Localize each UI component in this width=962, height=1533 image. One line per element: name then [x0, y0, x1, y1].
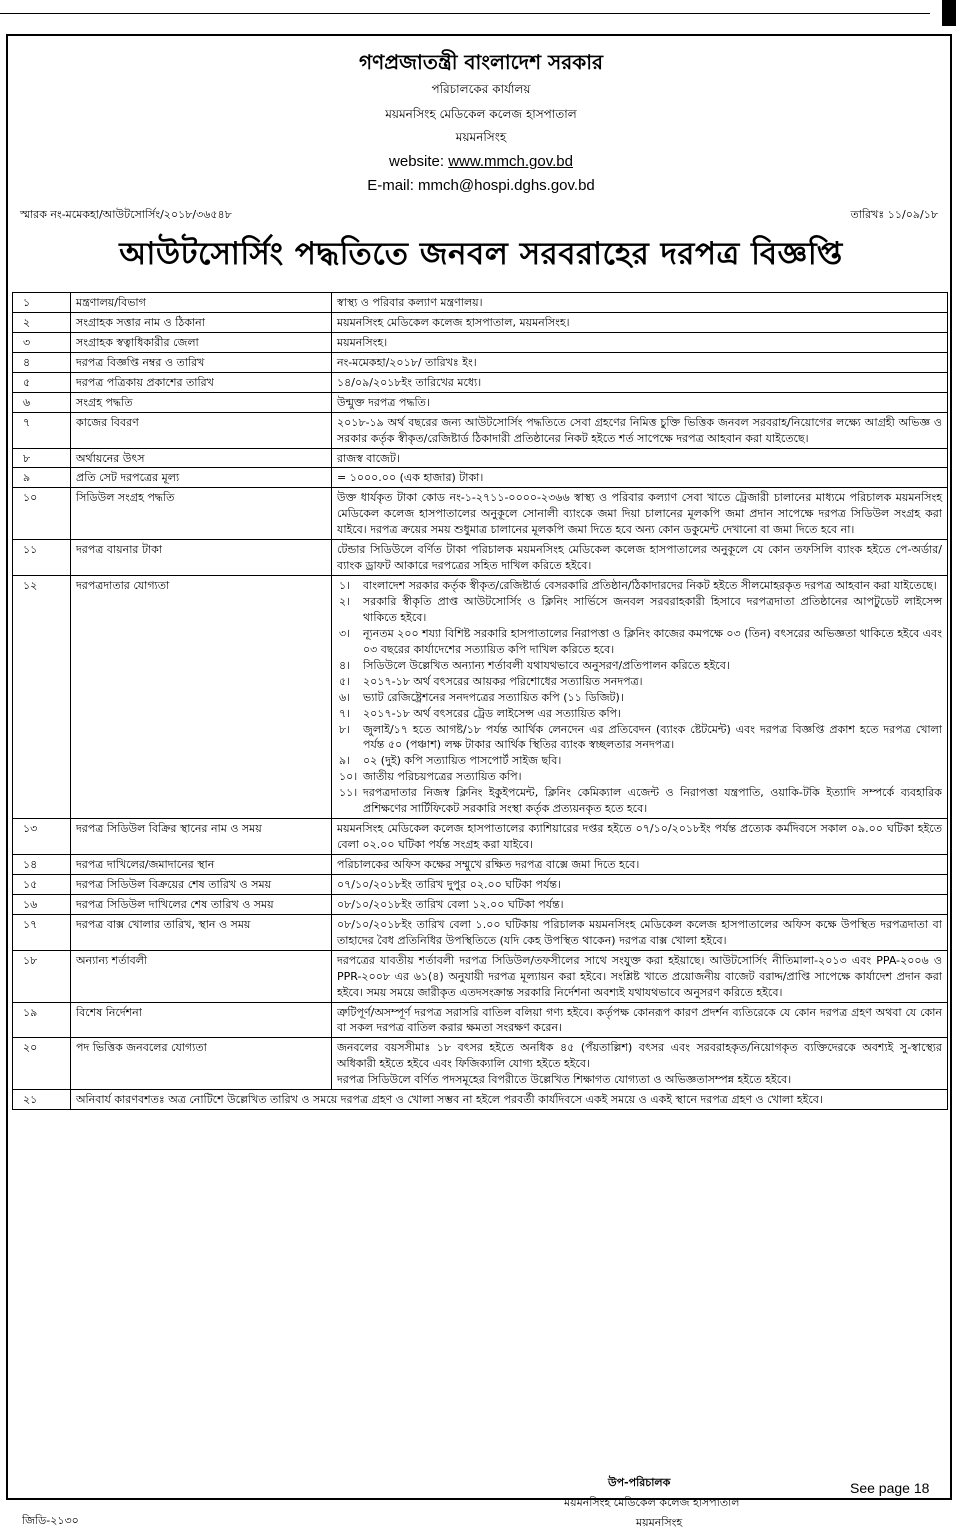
row-number: ১০ — [13, 488, 71, 540]
table-row — [13, 540, 948, 576]
table-row — [13, 1038, 948, 1090]
row-number: ১৮ — [13, 950, 71, 1002]
row-value — [332, 819, 948, 855]
row-number: ১৪ — [13, 855, 71, 875]
notice-date: তারিখঃ ১১/০৯/১৮ — [850, 208, 938, 221]
row-value-text: ২০১৮-১৯ অর্থ বছরের জন্য আউটসোর্সিং পদ্ধতিতে সেবা গ্রহণের নিমিত্ত চুক্তি ভিত্তিক জনবল সরবরাহ/নিয়োগের লক্ষ্যে আগ্রহী অভিজ্ঞ ও সরকার কর্তৃক স্বীকৃত/রেজিষ্টার্ড ঠিকাদারী প্রতিষ্ঠানের নিকট হইতে শর্ত সাপেক্ষে দরপত্র আহবান করা যাইতেছে। — [337, 415, 942, 445]
row-value-text: জনবলের বয়সসীমাঃ ১৮ বৎসর হইতে অনধিক ৪৫ (পঁয়তাল্লিশ) বৎসর এবং সরবরাহকৃত/নিয়োগকৃত ব্যক্তিদেরকে অবশ্যই সু-স্বাস্থ্যের অধিকারী হইতে হইবে এবং ফিজিক্যালি যোগ্য হইতে হইবে। — [337, 1041, 942, 1071]
row-label: অন্যান্য শর্তাবলী — [71, 950, 332, 1002]
memo-number: স্মারক নং-মমেকহা/আউটসোর্সিং/২০১৮/৩৬৫৪৮ — [20, 208, 232, 221]
row-number: ১২ — [13, 576, 71, 819]
qualification-item — [337, 722, 942, 754]
row-label: সিডিউল সংগ্রহ পদ্ধতি — [71, 488, 332, 540]
see-page-note: See page 18 — [850, 1480, 930, 1496]
table-row — [13, 874, 948, 894]
item-number: ৯। — [339, 754, 351, 768]
item-text: জুলাই/১৭ হতে আগষ্ট/১৮ পর্যন্ত আর্থিক লেনদেন এর প্রতিবেদন (ব্যাংক ষ্টেটমেন্ট) এবং দরপত্র বিজ্ঞপ্তি প্রকাশ হতে দরপত্র খোলা পর্যন্ত ৫০ (পঞ্চাশ) লক্ষ টাকার আর্থিক স্থিতির ব্যাংক স্বচ্ছলতার সনদপত্র। — [363, 722, 942, 752]
row-value-text: ত্রুটিপূর্ণ/অসম্পূর্ণ দরপত্র সরাসরি বাতিল বলিয়া গণ্য হইবে। কর্তৃপক্ষ কোনরূপ কারণ প্রদর্শন ব্যতিরেকে যে কোন দরপত্র গ্রহণ অথবা যে কোন বা সকল দরপত্র বাতিল করার ক্ষমতা সংরক্ষণ করেন। — [337, 1005, 942, 1035]
qualification-item — [337, 690, 942, 706]
row-value — [332, 293, 948, 313]
table-row — [13, 352, 948, 372]
row-label: সংগ্রহ পদ্ধতি — [71, 392, 332, 412]
row-value-text: ০৮/১০/২০১৮ইং তারিখ বেলা ১২.০০ ঘটিকা পর্যন্ত। — [337, 897, 564, 911]
table-row — [13, 894, 948, 914]
item-number: ৭। — [339, 706, 351, 720]
row-value — [332, 874, 948, 894]
row-value — [332, 894, 948, 914]
row-label: দরপত্র সিডিউল বিক্রয়ের শেষ তারিখ ও সময় — [71, 874, 332, 894]
row-number: ৫ — [13, 372, 71, 392]
item-number: ৬। — [339, 690, 351, 704]
notice-title: আউটসোর্সিং পদ্ধতিতে জনবল সরবরাহের দরপত্র বিজ্ঞপ্তি — [119, 236, 843, 272]
row-number: ১৬ — [13, 894, 71, 914]
website-line — [8, 153, 954, 170]
row-value — [332, 950, 948, 1002]
website-link[interactable]: www.mmch.gov.bd — [448, 153, 573, 170]
row-number: ৩ — [13, 332, 71, 352]
item-number: ৪। — [339, 658, 351, 672]
row-value — [332, 1002, 948, 1038]
item-text: ভ্যাট রেজিষ্ট্রেশনের সনদপত্রের সত্যায়িত কপি (১১ ডিজিট)। — [363, 690, 624, 704]
row-value-text: ১৪/০৯/২০১৮ইং তারিখের মধ্যে। — [337, 375, 482, 389]
row-value — [332, 412, 948, 448]
row-number: ১৯ — [13, 1002, 71, 1038]
row-label: দরপত্র বাক্স খোলার তারিখ, স্থান ও সময় — [71, 914, 332, 950]
row-value — [332, 488, 948, 540]
table-row — [13, 293, 948, 313]
item-text: দরপত্রদাতার নিজস্ব ক্লিনিং ইকুইপমেন্ট, ক্লিনিং কেমিক্যাল এজেন্ট ও নিরাপত্তা যন্ত্রপাতি, ওয়াকি-টকি ইত্যাদি সম্পর্কে ব্যবহারিক প্রশিক্ষণের সার্টিফিকেট সরকারি সংস্থা কর্তৃক প্রত্যয়নকৃত হতে হবে। — [363, 786, 942, 816]
top-border — [0, 0, 962, 26]
item-text: ২০১৭-১৮ অর্থ বৎসরের ট্রেড লাইসেন্স এর সত্যায়িত কপি। — [363, 706, 622, 720]
row-number: ৭ — [13, 412, 71, 448]
row-label: কাজের বিবরণ — [71, 412, 332, 448]
row-value — [332, 372, 948, 392]
row-number: ১ — [13, 293, 71, 313]
row-label: প্রতি সেট দরপত্রের মূল্য — [71, 468, 332, 488]
signatory-hospital: ময়মনসিংহ মেডিকেল কলেজ হাসপাতাল — [564, 1496, 740, 1509]
row-value-text-2: দরপত্র সিডিউলে বর্ণিত পদসমূহের বিপরীতে উল্লেখিত শিক্ষাগত যোগ্যতা ও অভিজ্ঞতাসম্পন্ন হইতে হইবে। — [337, 1073, 792, 1087]
item-number: ৩। — [339, 626, 351, 640]
qualification-item — [337, 626, 942, 658]
row-value-text: রাজস্ব বাজেট। — [337, 451, 400, 465]
row-label: অর্থায়নের উৎস — [71, 448, 332, 468]
row-value — [332, 855, 948, 875]
table-row — [13, 576, 948, 819]
table-row — [13, 332, 948, 352]
table-row — [13, 914, 948, 950]
row-value — [332, 392, 948, 412]
signatory-city: ময়মনসিংহ — [636, 1516, 683, 1529]
qualification-item — [337, 674, 942, 690]
table-row — [13, 1090, 948, 1110]
row-number: ১১ — [13, 540, 71, 576]
table-row — [13, 488, 948, 540]
item-number: ৮। — [339, 722, 351, 736]
row-value — [332, 1038, 948, 1090]
item-number: ৫। — [339, 674, 351, 688]
notice-frame — [6, 34, 952, 1529]
row-label: দরপত্র বিজ্ঞপ্তি নম্বর ও তারিখ — [71, 352, 332, 372]
website-label: website: — [389, 153, 449, 170]
table-row — [13, 448, 948, 468]
row-label: মন্ত্রণালয়/বিভাগ — [71, 293, 332, 313]
row-full-text: অনিবার্য কারণবশতঃ অত্র নোটিশে উল্লেখিত তারিখ ও সময়ে দরপত্র গ্রহণ ও খোলা সম্ভব না হইলে পরবর্তী কার্যদিবসে একই সময়ে ও একই স্থানে দরপত্র গ্রহণ ও খোলা হইবে। — [71, 1090, 948, 1110]
row-value — [332, 468, 948, 488]
row-number: ১৫ — [13, 874, 71, 894]
row-number: ১৩ — [13, 819, 71, 855]
qualification-item — [337, 785, 942, 817]
row-number: ৮ — [13, 448, 71, 468]
row-label: বিশেষ নির্দেশনা — [71, 1002, 332, 1038]
signatory-designation: উপ-পরিচালক — [608, 1476, 671, 1489]
row-value-text: ময়মনসিংহ মেডিকেল কলেজ হাসপাতাল, ময়মনসিংহ। — [337, 315, 570, 329]
item-number: ১১। — [339, 786, 358, 800]
item-text: ২০১৭-১৮ অর্থ বৎসরের আয়কর পরিশোধের সত্যায়িত সনদপত্র। — [363, 674, 643, 688]
corner-mark — [942, 0, 956, 26]
table-row — [13, 1002, 948, 1038]
item-number: ২। — [339, 595, 351, 608]
row-number: ৯ — [13, 468, 71, 488]
row-value — [332, 540, 948, 576]
row-label: সংগ্রাহক স্বত্বাধিকারীর জেলা — [71, 332, 332, 352]
row-value-text: ময়মনসিংহ। — [337, 335, 388, 349]
row-value — [332, 448, 948, 468]
hospital-name: ময়মনসিংহ মেডিকেল কলেজ হাসপাতাল — [385, 107, 577, 121]
row-number: ৪ — [13, 352, 71, 372]
qualification-item — [337, 658, 942, 674]
item-number: ১০। — [339, 770, 358, 784]
row-label: দরপত্র সিডিউল দাখিলের শেষ তারিখ ও সময় — [71, 894, 332, 914]
row-label: দরপত্র সিডিউল বিক্রির স্থানের নাম ও সময় — [71, 819, 332, 855]
row-value-text: দরপত্রের যাবতীয় শর্তাবলী দরপত্র সিডিউল/তফসীলের সাথে সংযুক্ত করা হইয়াছে। আউটসোর্সিং নীতিমালা-২০১৩ এবং PPA-২০০৬ ও PPR-২০০৮ এর ৬১(৪) অনুযায়ী দরপত্র মূল্যায়ন করা হইবে। সংশ্লিষ্ট খাতে প্রয়োজনীয় বাজেট বরাদ্দ/প্রাপ্তি সাপেক্ষে কার্যাদেশ প্রদান করা হইবে। সময় সময়ে জারীকৃত এতদসংক্রান্ত সরকারি নির্দেশনা অবশ্যই যথাযথভাবে অনুসরণ করিতে হইবে। — [337, 953, 942, 999]
email-line: E-mail: mmch@hospi.dghs.gov.bd — [367, 177, 595, 194]
row-label: পদ ভিত্তিক জনবলের যোগ্যতা — [71, 1038, 332, 1090]
table-row — [13, 819, 948, 855]
item-text: ০২ (দুই) কপি সত্যায়িত পাসপোর্ট সাইজ ছবি। — [363, 754, 562, 768]
row-value — [332, 352, 948, 372]
row-value — [332, 914, 948, 950]
table-row — [13, 855, 948, 875]
row-value-text: উক্ত ধার্যকৃত টাকা কোড নং-১-২৭১১-০০০০-২৩৬৬ স্বাস্থ্য ও পরিবার কল্যাণ সেবা খাতে ট্রেজারী চালানের মাধ্যমে পরিচালক ময়মনসিংহ মেডিকেল কলেজ হাসপাতালের অনুকূলে সোনালী ব্যাংকে জমা দিয়া চালানের মূলকপি জমা প্রদান সাপেক্ষে দরপত্র সিডিউল সংগ্রহ করা যাইবে। দরপত্র ক্রয়ের সময় শুধুমাত্র চালানের মূলকপি জমা দিতে হবে অন্য কোন ডকুমেন্ট দেখানো বা জমা দিতে হবে না। — [337, 491, 942, 537]
item-text: সরকারি স্বীকৃতি প্রাপ্ত আউটসোর্সিং ও ক্লিনিং সার্ভিসে জনবল সরবরাহকারী হিসাবে দরপত্রদাতা প্রতিষ্ঠানের আপটুডেট লাইসেন্স থাকিতে হইবে। — [363, 595, 942, 624]
row-value-text: উন্মুক্ত দরপত্র পদ্ধতি। — [337, 395, 430, 409]
table-row — [13, 312, 948, 332]
row-value-text: ০৭/১০/২০১৮ইং তারিখ দুপুর ০২.০০ ঘটিকা পর্যন্ত। — [337, 877, 561, 891]
qualification-item — [337, 753, 942, 769]
qualification-item — [337, 769, 942, 785]
item-text: বাংলাদেশ সরকার কর্তৃক স্বীকৃত/রেজিষ্টার্ড বেসরকারি প্রতিষ্ঠান/ঠিকাদারদের নিকট হইতে সীলমোহরকৃত দরপত্র আহবান করা যাইতেছে। — [363, 579, 937, 593]
gd-number: জিডি-২১৩০ — [22, 1514, 79, 1527]
qualification-item — [337, 578, 942, 594]
government-title: গণপ্রজাতন্ত্রী বাংলাদেশ সরকার — [359, 50, 603, 74]
table-row — [13, 372, 948, 392]
row-value-text: স্বাস্থ্য ও পরিবার কল্যাণ মন্ত্রণালয়। — [337, 296, 483, 309]
row-value-text: নং-মমেকহা/২০১৮/ তারিখঃ ইং। — [337, 355, 477, 369]
top-rule — [0, 13, 930, 14]
row-value — [332, 332, 948, 352]
tender-details-table — [12, 292, 948, 1110]
row-number: ২০ — [13, 1038, 71, 1090]
table-row — [13, 392, 948, 412]
row-number: ৬ — [13, 392, 71, 412]
item-text: জাতীয় পরিচয়পত্রের সত্যায়িত কপি। — [363, 770, 522, 784]
qualification-item — [337, 706, 942, 722]
row-number: ১৭ — [13, 914, 71, 950]
city-name: ময়মনসিংহ — [455, 130, 507, 144]
row-value — [332, 576, 948, 819]
table-row — [13, 412, 948, 448]
row-value-text: ময়মনসিংহ মেডিকেল কলেজ হাসপাতালের ক্যাশিয়ারের দপ্তর হইতে ০৭/১০/২০১৮ইং পর্যন্ত প্রত্যেক কর্মদিবসে সকাল ০৯.০০ ঘটিকা হইতে বেলা ০২.০০ ঘটিকা পর্যন্ত সংগ্রহ করা যাইবে। — [337, 822, 942, 852]
qualification-item — [337, 594, 942, 626]
row-number: ২১ — [13, 1090, 71, 1110]
row-label: সংগ্রাহক সত্তার নাম ও ঠিকানা — [71, 312, 332, 332]
row-label: দরপত্র পত্রিকায় প্রকাশের তারিখ — [71, 372, 332, 392]
row-value — [332, 312, 948, 332]
item-text: ন্যূনতম ২০০ শয্যা বিশিষ্ট সরকারি হাসপাতালের নিরাপত্তা ও ক্লিনিং কাজের কমপক্ষে ০৩ (তিন) বৎসরের অভিজ্ঞতা থাকিতে হইবে এবং ০৩ বছরের কার্যাদেশের সত্যায়িত কপি দাখিল করিতে হবে। — [363, 626, 942, 656]
row-value-text: = ১০০০.০০ (এক হাজার) টাকা। — [337, 471, 484, 485]
office-name: পরিচালকের কার্যালয় — [431, 82, 531, 96]
row-label: দরপত্রদাতার যোগ্যতা — [71, 576, 332, 819]
item-text: সিডিউলে উল্লেখিত অন্যান্য শর্তাবলী যথাযথভাবে অনুসরণ/প্রতিপালন করিতে হইবে। — [363, 658, 730, 672]
table-row — [13, 468, 948, 488]
item-number: ১। — [339, 579, 351, 593]
table-row — [13, 950, 948, 1002]
row-label: দরপত্র দাখিলের/জমাদানের স্থান — [71, 855, 332, 875]
row-number: ২ — [13, 312, 71, 332]
row-label: দরপত্র বায়নার টাকা — [71, 540, 332, 576]
row-value-text: ০৮/১০/২০১৮ইং তারিখ বেলা ১.০০ ঘটিকায় পরিচালক ময়মনসিংহ মেডিকেল কলেজ হাসপাতালের অফিস কক্ষে উপস্থিত দরপত্রদাতা বা তাহাদের বৈধ প্রতিনিধির উপস্থিতিতে (যদি কেহ উপস্থিত থাকেন) দরপত্র বাক্স খোলা হইবে। — [337, 917, 942, 947]
row-value-text: পরিচালকের অফিস কক্ষের সম্মুখে রক্ষিত দরপত্র বাক্সে জমা দিতে হবে। — [337, 858, 640, 871]
row-value-text: টেন্ডার সিডিউলে বর্ণিত টাকা পরিচালক ময়মনসিংহ মেডিকেল কলেজ হাসপাতালের অনুকূলে যে কোন তফসিলি ব্যাংক হইতে পে-অর্ডার/ব্যাংক ড্রাফট আকারে দরপত্রের সহিত দাখিল করিতে হইবে। — [337, 543, 942, 573]
